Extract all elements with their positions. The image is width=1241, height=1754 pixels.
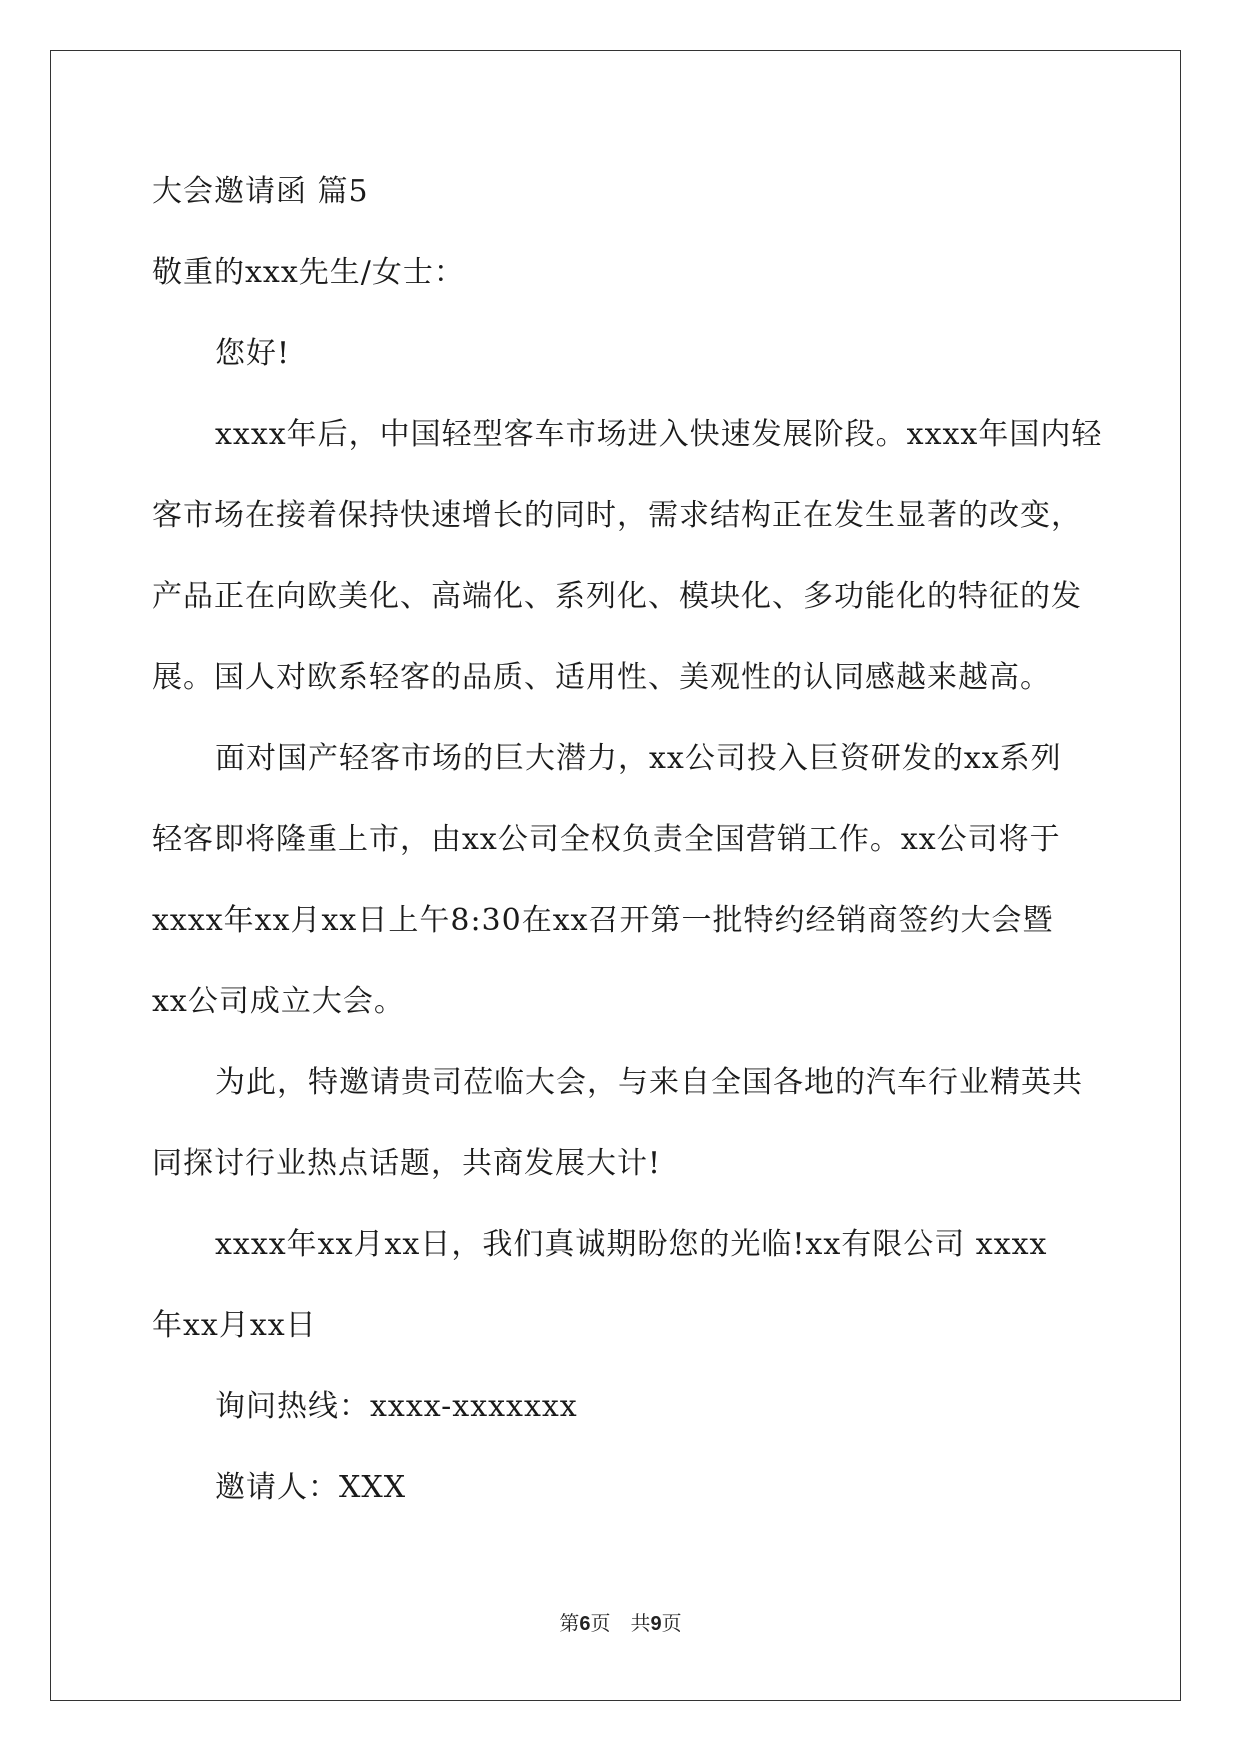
page-mid: 页 共 [590,1613,651,1635]
page-border [50,50,1181,1701]
body-line: 客市场在接着保持快速增长的同时，需求结构正在发生显著的改变， [152,498,1082,533]
body-line: xx公司成立大会。 [152,984,405,1019]
body-line: xxxx年xx月xx日上午8:30在xx召开第一批特约经销商签约大会暨 [152,903,1054,938]
body-line: 面对国产轻客市场的巨大潜力，xx公司投入巨资研发的xx系列 [215,741,1062,776]
page-suffix: 页 [661,1613,682,1635]
body-line: 同探讨行业热点话题，共商发展大计! [152,1146,662,1181]
page-prefix: 第 [559,1613,580,1635]
page-total: 9 [650,1613,662,1635]
body-line: xxxx年xx月xx日，我们真诚期盼您的光临!xx有限公司 xxxx [215,1227,1048,1262]
body-line: 轻客即将隆重上市，由xx公司全权负责全国营销工作。xx公司将于 [152,822,1061,857]
page-current: 6 [579,1613,591,1635]
salutation: 敬重的xxx先生/女士： [152,255,465,290]
body-line: 年xx月xx日 [152,1308,317,1343]
body-line: 展。国人对欧系轻客的品质、适用性、美观性的认同感越来越高。 [152,660,1051,695]
inviter: 邀请人：XXX [215,1470,407,1505]
page-footer [0,1611,1241,1637]
body-line: 为此，特邀请贵司莅临大会，与来自全国各地的汽车行业精英共 [215,1065,1083,1100]
body-line: xxxx年后，中国轻型客车市场进入快速发展阶段。xxxx年国内轻 [215,417,1103,452]
greeting: 您好! [215,336,291,371]
document-heading: 大会邀请函 篇5 [152,174,369,209]
body-line: 产品正在向欧美化、高端化、系列化、模块化、多功能化的特征的发 [152,579,1082,614]
hotline: 询问热线：xxxx-xxxxxxx [215,1389,578,1424]
